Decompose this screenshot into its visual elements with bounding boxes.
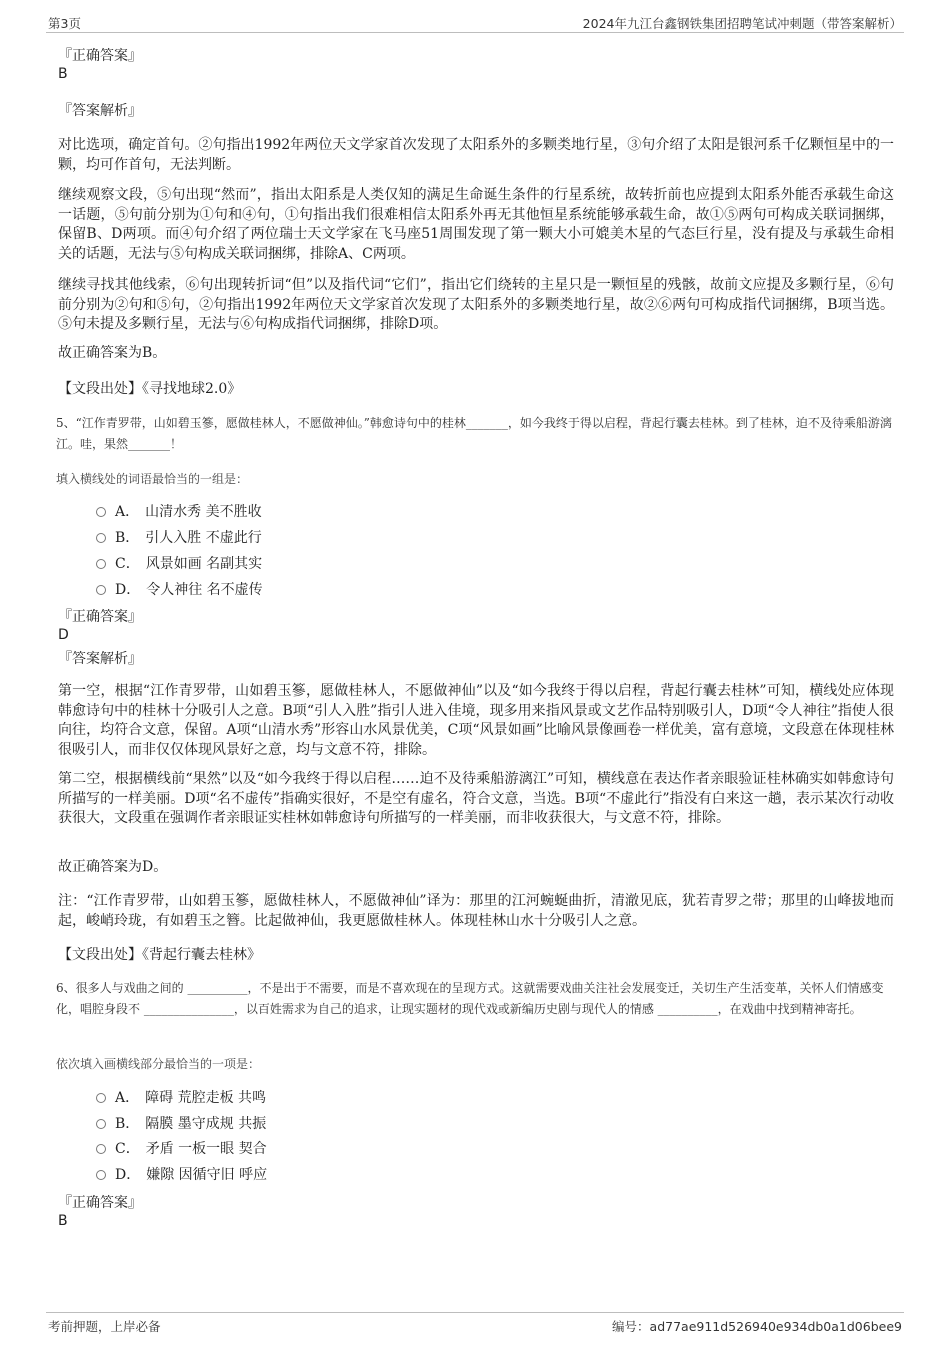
- q4-answer: B: [58, 66, 68, 82]
- q5-stem: 5、“江作青罗带，山如碧玉篸，愿做桂林人，不愿做神仙。”韩愈诗句中的桂林_______，如今我终于得以启程，背起行囊去桂林。到了桂林，迫不及待乘船游漓江。哇，果然_______！: [56, 416, 892, 451]
- radio-icon[interactable]: [96, 507, 106, 517]
- q5-option-b[interactable]: B． 引人入胜 不虚此行: [96, 528, 262, 548]
- q6-correct-answer-label: 『正确答案』: [58, 1195, 142, 1211]
- q5-correct-answer-label: 『正确答案』: [58, 609, 142, 625]
- q6-option-a[interactable]: A． 障碍 荒腔走板 共鸣: [96, 1088, 266, 1108]
- q4-analysis-p3: 继续寻找其他线索，⑥句出现转折词“但”以及指代词“它们”，指出它们绕转的主星只是一颗恒星的残骸，故前文应提及多颗行星，⑥句前分别为②句和⑤句，②句指出1992年两位天文学家首次发现了太阳系外的多颗类地行星，故②⑥两句可构成指代词捆绑，B项当选。⑤句未提及多颗行星，无法与⑥句构成指代词捆绑，排除D项。: [58, 277, 894, 332]
- q4-analysis-p1: 对比选项，确定首句。②句指出1992年两位天文学家首次发现了太阳系外的多颗类地行星，③句介绍了太阳是银河系千亿颗恒星中的一颗，均可作首句，无法判断。: [58, 137, 894, 173]
- q4-source: 【文段出处】《寻找地球2.0》: [58, 381, 242, 397]
- radio-icon[interactable]: [96, 1144, 106, 1154]
- q4-analysis-p2: 继续观察文段，⑤句出现“然而”，指出太阳系是人类仅知的满足生命诞生条件的行星系统，故转折前也应提到太阳系外能否承载生命这一话题，⑤句前分别为①句和④句，①句指出我们很难相信太阳系外再无其他恒星系统能够承载生命，故①⑤两句可构成关联词捆绑，保留B、D两项。而④句介绍了两位瑞士天文学家在飞马座51周围发现了第一颗大小可媲美木星的气态巨行星，没有提及与承载生命相关的话题，无法与⑤句构成关联词捆绑，排除A、C两项。: [58, 187, 894, 262]
- q5-answer: D: [58, 627, 69, 643]
- q4-conclusion: 故正确答案为B。: [58, 345, 167, 361]
- q5-note: 注：“江作青罗带，山如碧玉篸，愿做桂林人，不愿做神仙”译为：那里的江河蜿蜒曲折，清澈见底，犹若青罗之带；那里的山峰拔地而起，峻峭玲珑，有如碧玉之簪。比起做神仙，我更愿做桂林人。体现桂林山水十分吸引人之意。: [58, 893, 894, 929]
- q4-correct-answer-label: 『正确答案』: [58, 48, 142, 64]
- q6-stem: 6、很多人与戏曲之间的 __________，不是出于不需要，而是不喜欢现在的呈现方式。这就需要戏曲关注社会发展变迁，关切生产生活变革，关怀人们情感变化，唱腔身段不 _______________，以百姓需求为自己的追求，让现实题材的现代戏或新编历史剧与现代人的情感 __________，在戏曲中找到精神寄托。: [56, 981, 884, 1016]
- q5-analysis-p2: 第二空，根据横线前“果然”以及“如今我终于得以启程……迫不及待乘船游漓江”可知，横线意在表达作者亲眼验证桂林确实如韩愈诗句所描写的一样美丽。D项“名不虚传”指确实很好，不是空有虚名，符合文意，当选。B项“不虚此行”指没有白来这一趟，表示某次行动收获很大，文段重在强调作者亲眼证实桂林如韩愈诗句所描写的一样美丽，而非收获很大，与文意不符，排除。: [58, 771, 894, 826]
- radio-icon[interactable]: [96, 1093, 106, 1103]
- page-footer: [46, 1312, 904, 1335]
- q5-conclusion: 故正确答案为D。: [58, 859, 168, 875]
- radio-icon[interactable]: [96, 559, 106, 569]
- radio-icon[interactable]: [96, 533, 106, 543]
- q5-option-c[interactable]: C． 风景如画 名副其实: [96, 554, 262, 574]
- q5-option-a[interactable]: A． 山清水秀 美不胜收: [96, 502, 262, 522]
- q5-analysis-p1: 第一空，根据“江作青罗带，山如碧玉篸，愿做桂林人，不愿做神仙”以及“如今我终于得以启程，背起行囊去桂林”可知，横线处应体现韩愈诗句中的桂林十分吸引人之意。B项“引人入胜”指引人进入佳境，现多用来指风景或文艺作品特别吸引人，D项“令人神往”指使人很向往，均符合文意，保留。A项“山清水秀”形容山水风景优美，C项“风景如画”比喻风景像画卷一样优美，富有意境，文段意在体现桂林很吸引人，而非仅仅体现风景好之意，均与文意不符，排除。: [58, 683, 894, 758]
- page-number: 第3页: [48, 16, 81, 31]
- q6-prompt: 依次填入画横线部分最恰当的一项是：: [56, 1057, 261, 1071]
- q6-answer: B: [58, 1213, 68, 1229]
- document-title: 2024年九江台鑫钢铁集团招聘笔试冲刺题（带答案解析）: [582, 16, 902, 31]
- q5-source: 【文段出处】《背起行囊去桂林》: [58, 947, 261, 963]
- radio-icon[interactable]: [96, 585, 106, 595]
- radio-icon[interactable]: [96, 1170, 106, 1180]
- footer-slogan: 考前押题，上岸必备: [48, 1319, 161, 1334]
- q5-analysis-label: 『答案解析』: [58, 651, 142, 667]
- radio-icon[interactable]: [96, 1119, 106, 1129]
- document-id: 编号：ad77ae911d526940e934db0a1d06bee9: [612, 1319, 902, 1334]
- q5-option-d[interactable]: D． 令人神往 名不虚传: [96, 580, 263, 600]
- q6-option-d[interactable]: D． 嫌隙 因循守旧 呼应: [96, 1165, 267, 1185]
- q5-prompt: 填入横线处的词语最恰当的一组是：: [56, 472, 249, 486]
- q4-analysis-label: 『答案解析』: [58, 103, 142, 119]
- q6-option-b[interactable]: B． 隔膜 墨守成规 共振: [96, 1114, 266, 1134]
- page-header: [46, 12, 904, 33]
- q6-option-c[interactable]: C． 矛盾 一板一眼 契合: [96, 1139, 267, 1159]
